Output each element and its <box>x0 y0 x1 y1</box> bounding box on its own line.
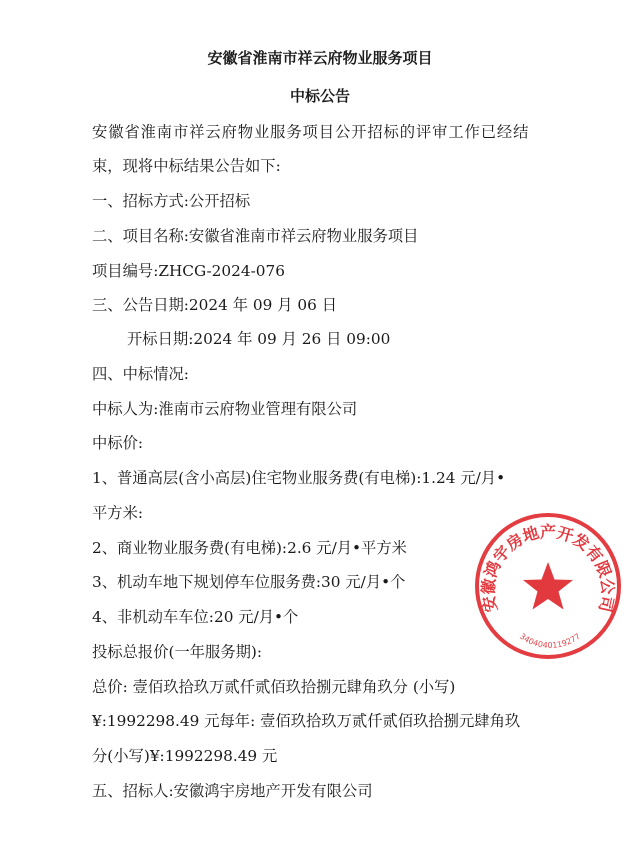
announcement-date: 三、公告日期:2024 年 09 月 06 日 <box>92 296 337 314</box>
bid-opening-date: 开标日期:2024 年 09 月 26 日 09:00 <box>127 330 391 348</box>
intro-line-1: 安徽省淮南市祥云府物业服务项目公开招标的评审工作已经结 <box>92 123 530 141</box>
total-price-line-3: 分(小写)¥:1992298.49 元 <box>92 747 278 765</box>
svg-text:3404040119277 <box>518 632 582 650</box>
section-tenderer: 五、招标人:安徽鸿宇房地产开发有限公司 <box>92 782 373 800</box>
total-bid-heading: 投标总报价(一年服务期): <box>92 643 263 661</box>
price-heading: 中标价: <box>92 434 144 452</box>
price-item-3: 3、机动车地下规划停车位服务费:30 元/月•个 <box>92 573 406 591</box>
winning-bidder: 中标人为:淮南市云府物业管理有限公司 <box>92 400 358 418</box>
project-number: 项目编号:ZHCG-2024-076 <box>92 262 285 280</box>
star-icon <box>523 562 573 610</box>
price-item-4: 4、非机动车车位:20 元/月•个 <box>92 608 299 626</box>
total-price-line-2: ¥:1992298.49 元每年: 壹佰玖拾玖万贰仟贰佰玖拾捌元肆角玖 <box>92 712 521 730</box>
price-item-1: 1、普通高层(含小高层)住宅物业服务费(有电梯):1.24 元/月• <box>92 469 506 487</box>
section-project-name: 二、项目名称:安徽省淮南市祥云府物业服务项目 <box>92 227 419 245</box>
section-bidding-method: 一、招标方式:公开招标 <box>92 192 251 210</box>
section-award-status: 四、中标情况: <box>92 365 189 383</box>
total-price-line-1: 总价: 壹佰玖拾玖万贰仟贰佰玖拾捌元肆角玖分 (小写) <box>92 678 456 696</box>
price-item-1-continued: 平方米: <box>92 504 144 522</box>
document-title: 安徽省淮南市祥云府物业服务项目 <box>207 49 433 67</box>
document-subtitle: 中标公告 <box>289 87 350 105</box>
seal-text: 安徽鸿宇房地产开发有限公司 <box>478 522 618 614</box>
intro-line-2: 束，现将中标结果公告如下: <box>92 157 281 175</box>
official-seal <box>472 510 624 662</box>
price-item-2: 2、商业物业服务费(有电梯):2.6 元/月•平方米 <box>92 539 407 557</box>
seal-number: 3404040119277 <box>517 631 583 650</box>
